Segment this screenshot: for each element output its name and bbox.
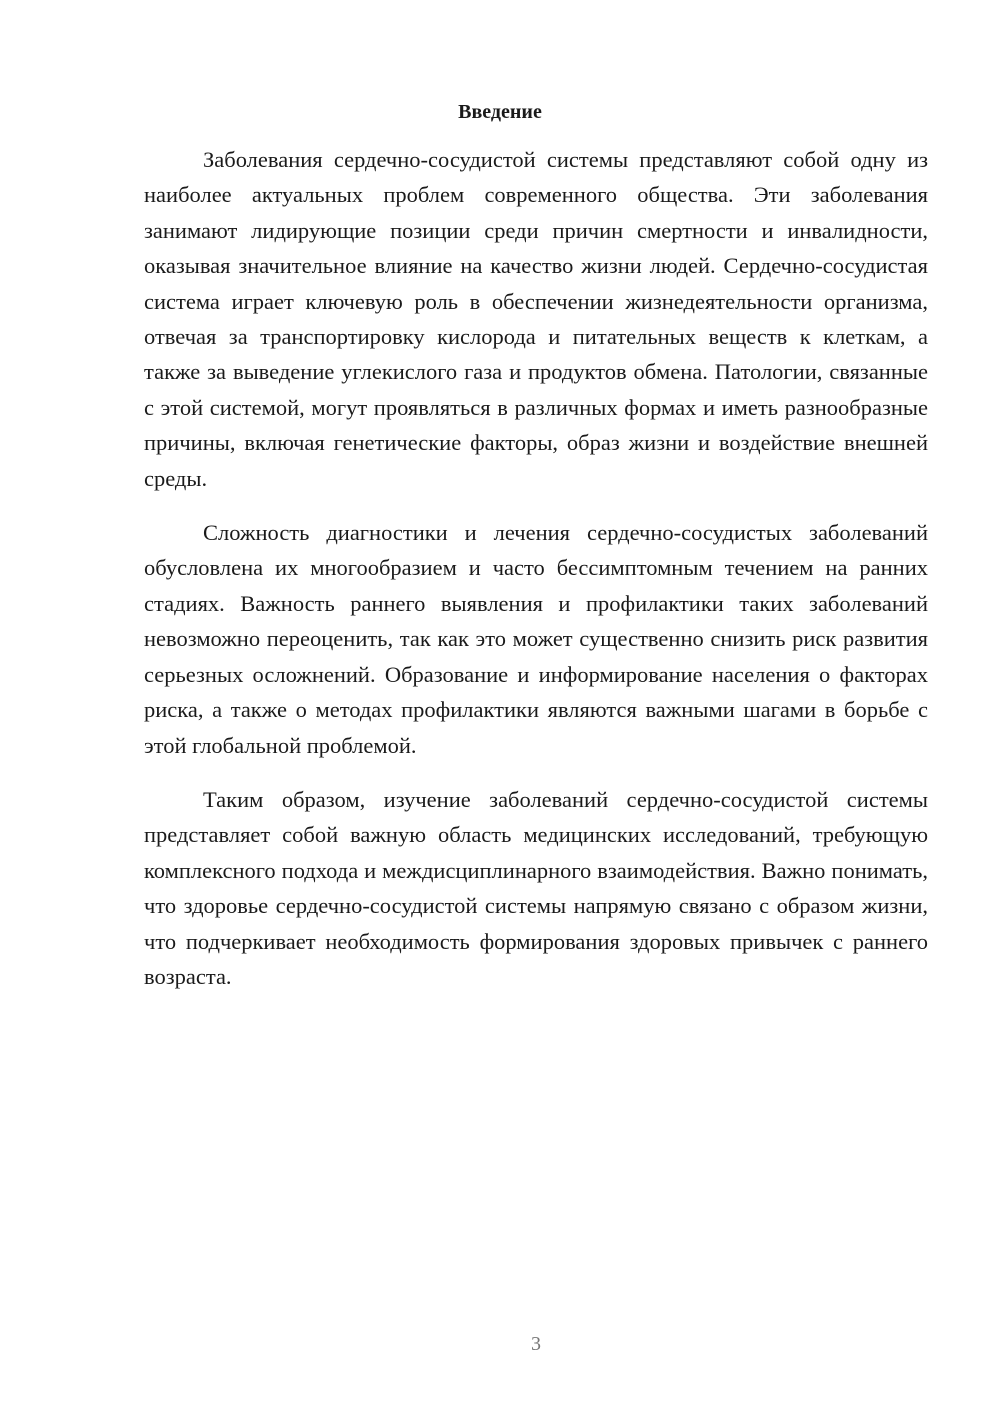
page-title: Введение	[458, 101, 542, 123]
page-number: 3	[531, 1333, 541, 1355]
paragraph-3: Таким образом, изучение заболеваний сердечно-сосудистой системы представляет собой важную область медицинских исследований, требующую комплексного подхода и междисциплинарного взаимодействия. Важно понимать, что здоровье сердечно-сосудистой системы напрямую связано с образом жизни, что подчеркивает необходимость формирования здоровых привычек с раннего возраста.	[144, 786, 928, 989]
document-body	[144, 142, 928, 1013]
paragraph-2: Сложность диагностики и лечения сердечно-сосудистых заболеваний обусловлена их многообразием и часто бессимптомным течением на ранних стадиях. Важность раннего выявления и профилактики таких заболеваний невозможно переоценить, так как это может существенно снизить риск развития серьезных осложнений. Образование и информирование населения о факторах риска, а также о методах профилактики являются важными шагами в борьбе с этой глобальной проблемой.	[144, 520, 928, 758]
paragraph-1: Заболевания сердечно-сосудистой системы представляют собой одну из наиболее актуальных проблем современного общества. Эти заболевания занимают лидирующие позиции среди причин смертности и инвалидности, оказывая значительное влияние на качество жизни людей. Сердечно-сосудистая система играет ключевую роль в обеспечении жизнедеятельности организма, отвечая за транспортировку кислорода и питательных веществ к клеткам, а также за выведение углекислого газа и продуктов обмена. Патологии, связанные с этой системой, могут проявляться в различных формах и иметь разнообразные причины, включая генетические факторы, образ жизни и воздействие внешней среды.	[144, 147, 928, 491]
